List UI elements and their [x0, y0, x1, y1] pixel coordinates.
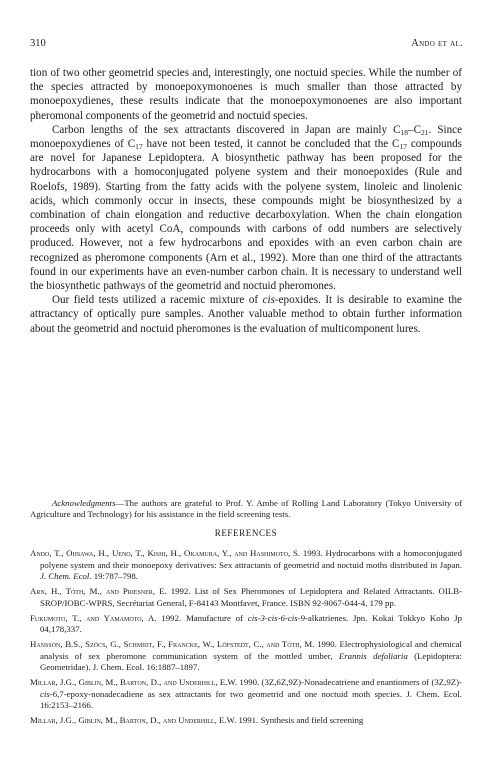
- p3-text-b: -epoxides. It is desirable to examine the attractancy of optically pure samples. Another valuable method to obtain further information about the geometrid and noctuid pheromones is the evaluation of multicomponent lures.: [30, 294, 462, 335]
- p3-text-a: Our field tests utilized a racemic mixture of: [52, 294, 263, 307]
- paragraph-1: tion of two other geometrid species and, interestingly, one noctuid species. While the number of the species attracted by monoepoxymonoenes is much smaller than those attracted by monoepoxydienes, these results indicate that the monoepoxymonoenes are also important pheromonal components of the geometrid and noctuid species.: [30, 67, 462, 122]
- reference-item: [30, 715, 462, 727]
- p2-subscript-2: 21: [420, 127, 429, 137]
- paragraph-3: [30, 293, 462, 336]
- reference-text-end: -alkatrienes. Jpn. Kokai Tokkyo Koho Jp 04,178,337.: [40, 612, 462, 634]
- reference-text-end: -6,7-epoxy-nonadecadiene as sex attractants for two geometrid and one noctuid moth species. J. Chem. Ecol. 16:2153–2166.: [40, 688, 462, 710]
- paragraph-2: [30, 123, 462, 293]
- reference-italic: cis-3-cis-6-cis-9: [247, 612, 305, 623]
- body-text: [30, 66, 462, 336]
- reference-authors: Millar, J.G., Giblin, M., Barton, D., and Underhill, E.W.: [30, 715, 237, 725]
- p2-subscript-1: 18: [400, 127, 409, 137]
- reference-text: 1992. List of Sex Pheromones of Lepidoptera and Related Attractants. OILB-SROP/IOBC-WPRS, Secrétariat General, F-84143 Montfavet, France. ISBN 92-9067-044-4, 179 pp.: [40, 586, 462, 608]
- reference-text: 1993. Hydrocarbons with a homoconjugated polyene system and their monoepoxy derivatives: Sex attractants of geometrid and noctuid moths distributed in Japan.: [40, 548, 462, 570]
- reference-text: 1991. Synthesis and field screening: [236, 715, 364, 725]
- reference-item: [30, 548, 462, 583]
- reference-text: 1990. Electrophysiological and chemical analysis of sex pheromone communication system of the mottled umber,: [40, 639, 462, 661]
- references-heading: REFERENCES: [214, 528, 278, 538]
- p2-text-a: Carbon lengths of the sex attractants discovered in Japan are mainly C: [52, 123, 401, 136]
- reference-text-end: (Lepidoptera: Geometridae). J. Chem. Ecol. 16:1887–1897.: [40, 650, 462, 672]
- references-list: [30, 548, 462, 730]
- p2-text-e: compounds are novel for Japanese Lepidoptera. A biosynthetic pathway has been proposed for the hydrocarbons with a homoconjugated polyene system and their monoepoxides (Rule and Roelofs, 1989). Starting from the fatty acids with the polyene system, linoleic and linolenic acids, which commonly occur in insects, these compounds might be biosynthesized by a combination of chain elongation and reductive decarboxylation. When the chain elongation proceeds only with acetyl CoA, compounds with carbons of odd numbers are selectively produced. However, not a few hydrocarbons and epoxides with an even carbon chain are recognized as pheromone components (Arn et al., 1992). More than one third of the attractants found in our experiments have an even-number carbon chain. It is necessary to understand well the biosynthetic pathways of the geometrid and noctuid pheromones.: [30, 138, 462, 293]
- reference-italic: Erannis defoliaria: [338, 650, 408, 661]
- acknowledgments: [30, 498, 462, 521]
- running-head: Ando et al.: [411, 38, 463, 49]
- p2-subscript-3: 17: [135, 142, 143, 152]
- reference-item: [30, 677, 462, 712]
- reference-authors: Fukumoto, T., and Yamamoto, A.: [30, 612, 157, 623]
- reference-authors: Millar, J.G., Giblin, M., Barton, D., and Underhill, E.W.: [30, 677, 238, 687]
- p2-subscript-4: 17: [399, 142, 407, 152]
- reference-italic: J. Chem. Ecol.: [40, 571, 92, 581]
- reference-authors: Ando, T., Ohsawa, H., Ueno, T., Kishi, H., Okamura, Y., and Hashimoto, S.: [30, 548, 301, 558]
- reference-item: [30, 586, 462, 609]
- acknowledgments-lead: Acknowledgments: [52, 497, 116, 508]
- reference-item: [30, 639, 462, 674]
- reference-authors: Arn, H., Tóth, M., and Priesner, E.: [30, 586, 167, 596]
- p3-italic: cis: [262, 294, 275, 307]
- reference-text: 1990. (3Z,6Z,9Z)-Nonadecatriene and enantiomers of (3Z,9Z)-: [237, 677, 462, 687]
- p2-text-b: –C: [408, 123, 421, 136]
- reference-italic: cis: [40, 688, 50, 699]
- reference-authors: Hansson, B.S., Szöcs, G., Schmidt, F., Francke, W., Löfstedt, C., and Tóth, M.: [30, 639, 315, 649]
- acknowledgments-text: —The authors are grateful to Prof. Y. Ambe of Rolling Land Laboratory (Tokyo University of Agriculture and Technology) for his assistance in the field screening tests.: [30, 497, 462, 520]
- reference-text-end: 19:787–798.: [91, 571, 138, 581]
- page-header: [30, 38, 463, 49]
- page-number: 310: [30, 38, 46, 49]
- p2-text-c: . Since monoepoxydienes of C: [30, 123, 462, 151]
- reference-item: [30, 613, 462, 636]
- reference-text: 1992. Manufacture of: [156, 612, 248, 623]
- p2-text-d: have not been tested, it cannot be concluded that the C: [142, 138, 400, 151]
